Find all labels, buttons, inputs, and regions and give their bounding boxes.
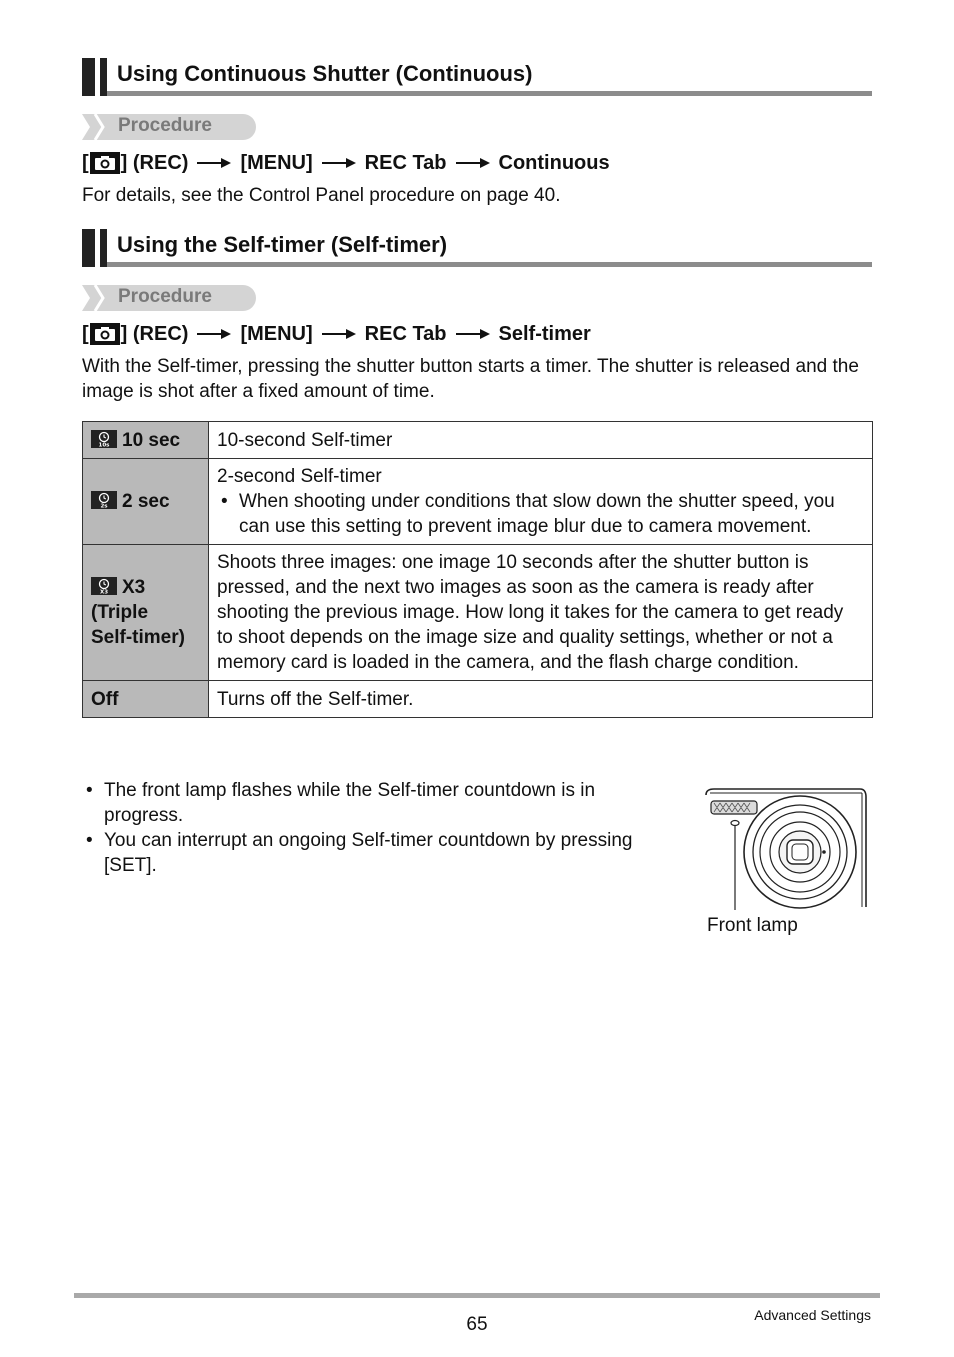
option-description: 10-second Self-timer <box>209 422 873 459</box>
menu-path: [ ] (REC) [MENU] REC Tab Self-timer <box>82 322 591 345</box>
camera-icon <box>90 323 120 345</box>
arrow-right-icon <box>322 328 356 340</box>
footer-section-label: Advanced Settings <box>754 1307 871 1323</box>
option-name: 2s 2 sec <box>83 459 209 545</box>
footer-divider <box>74 1293 880 1298</box>
table-row <box>83 459 873 545</box>
arrow-right-icon <box>197 157 231 169</box>
section-body: With the Self-timer, pressing the shutter button starts a timer. The shutter is released and the image is shot after a fixed amount of time. <box>82 356 859 402</box>
self-timer-icon <box>91 577 117 595</box>
section-body: For details, see the Control Panel procedure on page 40. <box>82 185 561 206</box>
table-row <box>83 422 873 459</box>
option-description: Turns off the Self-timer. <box>209 681 873 718</box>
svg-text:X3: X3 <box>99 589 109 595</box>
list-item: • You can interrupt an ongoing Self-timer countdown by pressing [SET]. <box>82 828 662 878</box>
option-name: 10s 10 sec <box>83 422 209 459</box>
self-timer-options-table <box>82 421 873 718</box>
self-timer-icon <box>91 491 117 509</box>
table-row <box>83 545 873 681</box>
section-heading-continuous <box>82 58 872 96</box>
option-name: Off <box>83 681 209 718</box>
svg-text:10s: 10s <box>98 442 110 448</box>
procedure-label: Procedure <box>82 285 256 311</box>
page-number: 65 <box>466 1314 488 1335</box>
section-heading-self-timer <box>82 229 872 267</box>
procedure-label: Procedure <box>82 114 256 140</box>
illustration-caption: Front lamp <box>707 915 798 936</box>
camera-front-illustration <box>700 785 872 910</box>
list-item: • The front lamp flashes while the Self-timer countdown is in progress. <box>82 778 662 828</box>
menu-path: [ ] (REC) [MENU] REC Tab Continuous <box>82 151 610 174</box>
option-description: Shoots three images: one image 10 seconds after the shutter button is pressed, and the next two images as soon as the camera is ready after shooting the previous image. How long it takes for the camera to get ready to shoot depends on the image size and quality settings, whether or not a memory card is loaded in the camera, and the flash charge condition. <box>209 545 873 681</box>
svg-text:2s: 2s <box>100 503 108 509</box>
list-item: • When shooting under conditions that slow down the shutter speed, you can use this setting to prevent image blur due to camera movement. <box>217 489 864 539</box>
option-description: 2-second Self-timer • When shooting under conditions that slow down the shutter speed, you can use this setting to prevent image blur due to camera movement. <box>209 459 873 545</box>
camera-icon <box>90 152 120 174</box>
section-title: Using the Self-timer (Self-timer) <box>117 232 448 257</box>
arrow-right-icon <box>322 157 356 169</box>
arrow-right-icon <box>456 328 490 340</box>
arrow-right-icon <box>197 328 231 340</box>
notes <box>82 778 662 878</box>
option-name: X3 X3 (Triple Self-timer) <box>83 545 209 681</box>
table-row <box>83 681 873 718</box>
section-title: Using Continuous Shutter (Continuous) <box>117 61 533 86</box>
self-timer-icon <box>91 430 117 448</box>
arrow-right-icon <box>456 157 490 169</box>
